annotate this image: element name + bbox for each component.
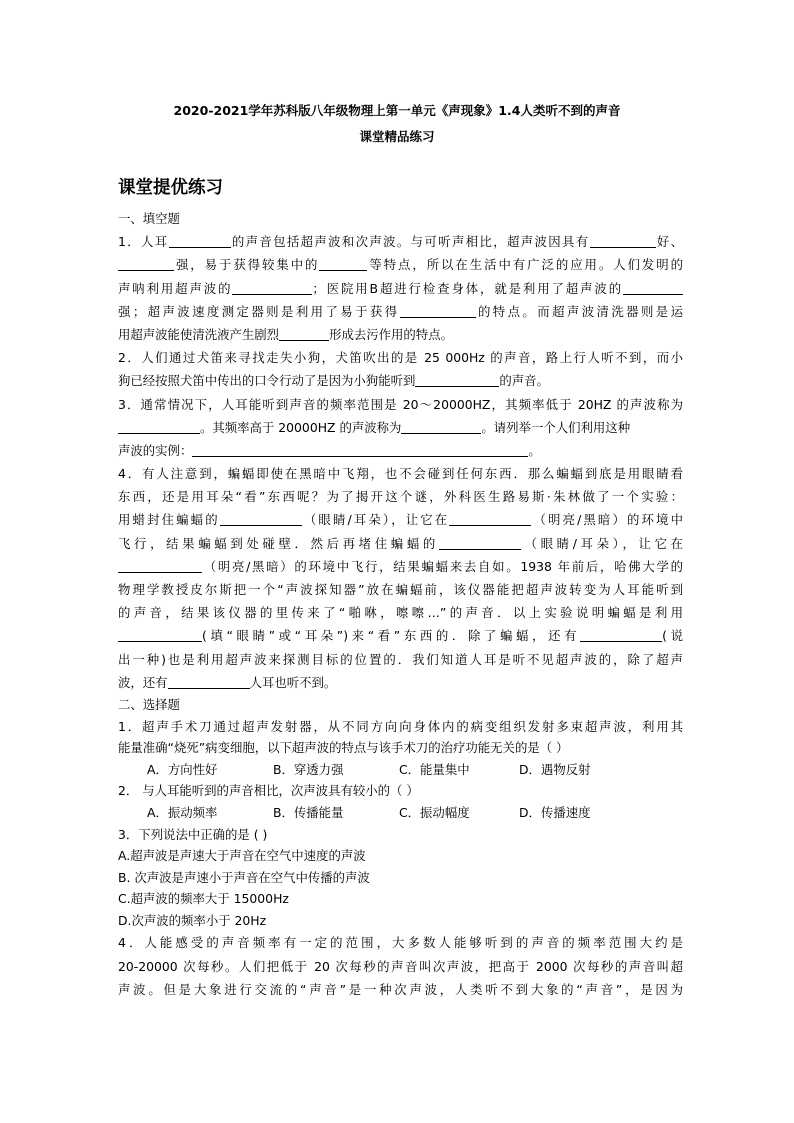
choice-option[interactable]: A．振动频率 [147,804,218,820]
text-segment: 。 [528,442,541,458]
p2-q2-stem: 2． 与人耳能听到的声音相比，次声波具有较小的（ ） [118,783,419,799]
answer-blank[interactable] [279,326,329,341]
p2-q4-line2: 20-20000 次每秒。人们把低于 20 次每秒的声音叫次声波，把高于 2000 次每秒的声音叫超 [118,958,683,974]
text-segment: 。请列举一个人们利用这种 [481,419,631,435]
p1-q4-line5 [118,555,683,578]
part1-heading: 一、填空题 [118,211,180,226]
text-segment: （眼睛/耳朵），让它在 [520,535,683,551]
choice-option[interactable]: D．传播速度 [519,804,591,820]
choice-option[interactable]: A．方向性好 [147,761,218,777]
p1-q4-line4 [118,532,683,555]
p1-q3-line1: 3．通常情况下，人耳能听到声音的频率范围是 20～20000HZ，其频率低于 20HZ 的声波称为 [118,396,683,412]
choice-option[interactable]: D．遇物反射 [519,761,591,777]
choice-option[interactable]: C.超声波的频率大于 15000Hz [118,891,289,907]
p1-q4-line2: 东西，还是用耳朵“看”东西呢？为了揭开这个谜，外科医生路易斯·朱林做了一个实验： [118,489,683,505]
p1-q4-line6: 物理学教授皮尔斯把一个“声波探知器”放在蝙蝠前，该仪器能把超声波转变为人耳能听到 [118,582,683,597]
text-segment: 声波的实例： [118,442,193,458]
text-segment: （明亮/黑暗）的环境中飞行，结果蝙蝠来去自如。1938 年前后，哈佛大学的 [202,558,683,574]
p1-q1-line1 [118,230,683,253]
p1-q1-line5 [118,323,683,346]
p1-q3-line3 [118,439,683,462]
text-segment: 用蜡封住蝙蝠的 [118,512,220,528]
text-segment: 的声音包括超声波和次声波。与可听声相比，超声波因具有 [230,234,590,250]
answer-blank[interactable] [118,419,200,434]
text-segment: 形成去污作用的特点。 [329,326,453,342]
p1-q1-line4 [118,300,683,323]
answer-blank[interactable] [192,442,528,457]
text-segment: 好、 [655,234,683,250]
p1-q4-line1: 4．有人注意到，蝙蝠即使在黑暗中飞翔，也不会碰到任何东西．那么蝙蝠到底是用眼睛看 [118,466,683,482]
text-segment: 的特点。而超声波清洗器则是运 [475,303,683,319]
p1-q3-line2 [118,416,683,439]
answer-blank[interactable] [220,511,302,526]
text-segment: （明亮/黑暗）的环境中 [531,512,683,528]
answer-blank[interactable] [319,256,367,271]
text-segment: 飞行，结果蝙蝠到处碰壁．然后再堵住蝙蝠的 [118,535,439,551]
text-segment: ；医院用B超进行检查身体，就是利用了超声波的 [312,280,623,296]
p1-q4-line3 [118,508,683,531]
answer-blank[interactable] [415,372,499,387]
choice-option[interactable]: C．能量集中 [399,761,470,777]
p1-q2-line2 [118,369,683,392]
p2-q4-line1: 4．人能感受的声音频率有一定的范围，大多数人能够听到的声音的频率范围大约是 [118,935,683,951]
choice-option[interactable]: B. 次声波是声速小于声音在空气中传播的声波 [118,869,370,885]
answer-blank[interactable] [623,280,683,295]
choice-option[interactable]: B．传播能量 [273,804,344,820]
text-segment: 强；超声波速度测定器则是利用了易于获得 [118,303,400,319]
p1-q4-line9: 出一种)也是利用超声波来探测目标的位置的．我们知道人耳是听不见超声波的，除了超声 [118,651,683,667]
choice-option[interactable]: A.超声波是声速大于声音在空气中速度的声波 [118,848,366,864]
answer-blank[interactable] [118,256,174,271]
answer-blank[interactable] [400,303,476,318]
p2-q1-options [118,759,683,781]
choice-option[interactable]: D.次声波的频率小于 20Hz [118,912,267,928]
p1-q4-line7: 的声音，结果该仪器的里传来了“啪咻，嚓嚓…”的声音．以上实验说明蝙蝠是利用 [118,605,683,621]
answer-blank[interactable] [118,558,202,573]
text-segment: (说 [662,628,683,644]
answer-blank[interactable] [401,419,481,434]
answer-blank[interactable] [232,280,312,295]
text-segment: 用超声波能使清洗液产生剧烈 [118,326,280,342]
answer-blank[interactable] [169,233,231,248]
text-segment: 人耳也听不到。 [249,674,337,690]
document-title: 2020-2021学年苏科版八年级物理上第一单元《声现象》1.4人类听不到的声音 [173,103,621,118]
section-title: 课堂提优练习 [118,178,223,198]
text-segment: （眼睛/耳朵），让它在 [301,512,450,528]
p1-q1-line3 [118,277,683,300]
text-segment: 波，还有 [118,674,168,690]
p1-q4-line10 [118,671,683,694]
text-segment: (填“眼睛”或“耳朵”)来“看”东西的．除了蝙蝠，还有 [202,628,581,644]
exercise-body [118,207,683,1001]
choice-option[interactable]: B．穿透力强 [273,761,344,777]
answer-blank[interactable] [449,511,531,526]
p1-q2-line1: 2．人们通过犬笛来寻找走失小狗，犬笛吹出的是 25 000Hz 的声音，路上行人听不到，而小 [118,350,683,366]
p2-q2-options [118,802,683,824]
answer-blank[interactable] [580,627,662,642]
answer-blank[interactable] [590,233,656,248]
text-segment: 强，易于获得较集中的 [174,257,320,273]
text-segment: 1．人耳 [118,234,169,250]
part2-heading: 二、选择题 [118,696,180,712]
choice-option[interactable]: C．振动幅度 [399,804,470,820]
text-segment: 狗已经按照犬笛中传出的口令行动了是因为小狗能听到 [118,373,416,389]
text-segment: 等特点，所以在生活中有广泛的应用。人们发明的 [367,257,683,273]
answer-blank[interactable] [118,627,202,642]
p2-q1-line1: 1．超声手术刀通过超声发射器，从不同方向向身体内的病变组织发射多束超声波，利用其 [118,718,683,734]
p2-q4-line3: 声波。但是大象进行交流的“声音”是一种次声波，人类听不到大象的“声音”，是因为 [118,981,683,997]
text-segment: 。其频率高于 20000HZ 的声波称为 [200,419,402,435]
document-subtitle: 课堂精品练习 [359,129,435,144]
answer-blank[interactable] [168,674,250,689]
p2-q3-stem: 3．下列说法中正确的是 ( ) [118,826,268,842]
text-segment: 声呐利用超声波的 [118,280,233,296]
p2-q1-line2: 能量准确“烧死”病变细胞，以下超声波的特点与该手术刀的治疗功能无关的是（ ） [118,740,569,756]
answer-blank[interactable] [439,535,521,550]
p1-q4-line8 [118,624,683,647]
p1-q1-line2 [118,253,683,276]
text-segment: 的声音。 [499,373,549,389]
